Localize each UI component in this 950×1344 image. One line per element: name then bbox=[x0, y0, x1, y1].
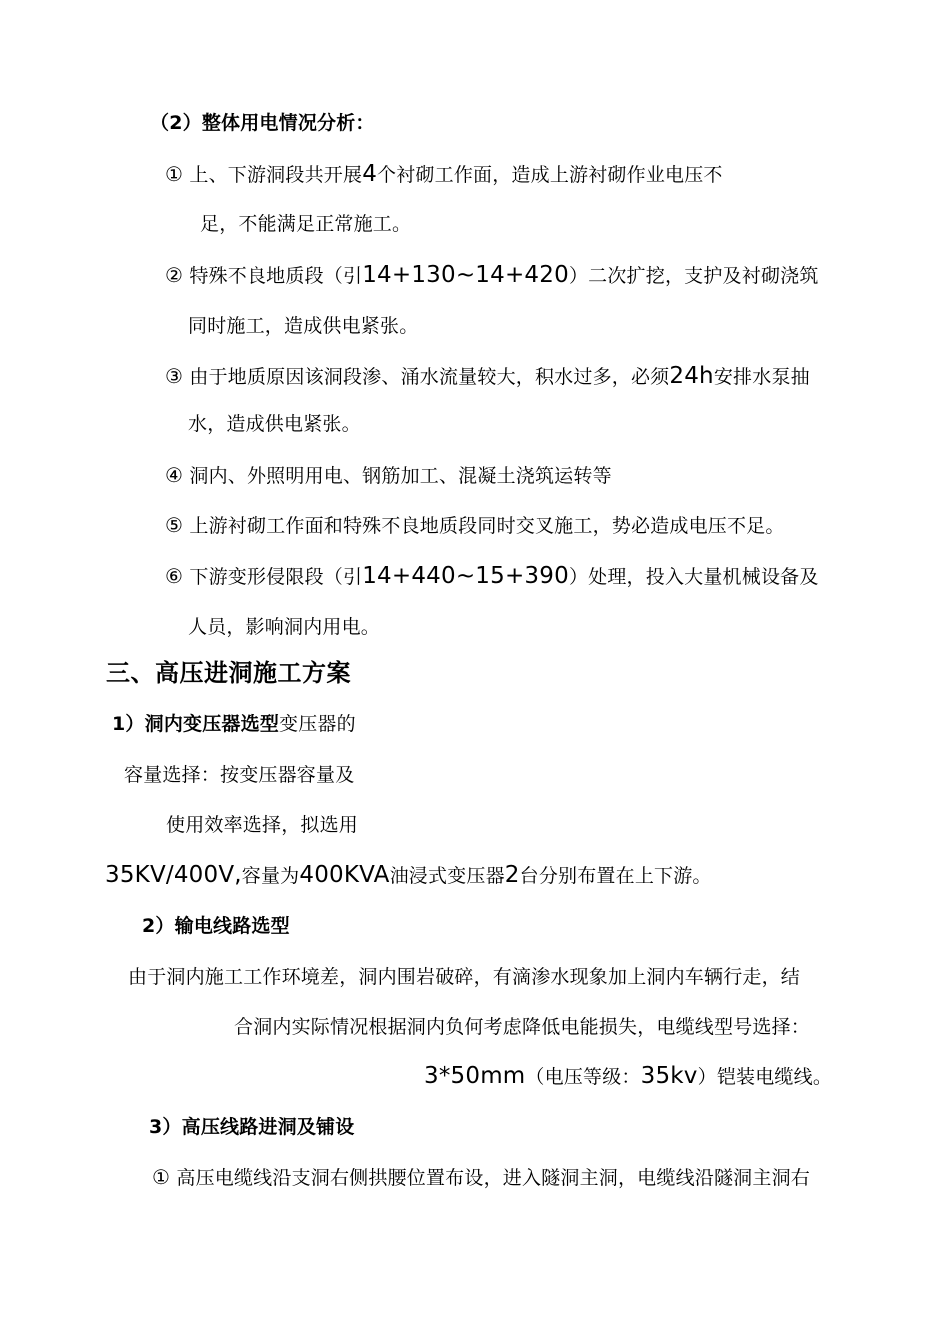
line-paragraph-3: 3*50mm（电压等级：35kv）铠装电缆线。 bbox=[424, 1063, 833, 1089]
item-marker: ⑥ bbox=[165, 564, 184, 588]
item-marker: ④ bbox=[165, 463, 184, 487]
analysis-item-3-cont: 水，造成供电紧张。 bbox=[188, 413, 361, 435]
routing-item-1: ① 高压电缆线沿支洞右侧拱腰位置布设，进入隧洞主洞，电缆线沿隧洞主洞右 bbox=[152, 1165, 810, 1189]
analysis-heading: （2）整体用电情况分析： bbox=[150, 112, 375, 134]
item-marker: ③ bbox=[165, 364, 184, 388]
analysis-item-5: ⑤ 上游衬砌工作面和特殊不良地质段同时交叉施工，势必造成电压不足。 bbox=[165, 513, 785, 537]
analysis-item-2-cont: 同时施工，造成供电紧张。 bbox=[188, 315, 419, 337]
transformer-line-4: 35KV/400V,容量为400KVA油浸式变压器2台分别布置在上下游。 bbox=[105, 862, 712, 888]
item-marker: ⑤ bbox=[165, 513, 184, 537]
routing-heading: 3）高压线路进洞及铺设 bbox=[149, 1116, 355, 1138]
analysis-item-6: ⑥ 下游变形侵限段（引14+440~15+390）处理，投入大量机械设备及 bbox=[165, 563, 819, 589]
item-marker: ① bbox=[165, 162, 184, 186]
analysis-item-1: ① 上、下游洞段共开展4个衬砌工作面，造成上游衬砌作业电压不 bbox=[165, 161, 723, 187]
analysis-item-1-cont: 足，不能满足正常施工。 bbox=[200, 213, 412, 235]
transformer-heading: 1）洞内变压器选型 bbox=[112, 713, 280, 735]
item-marker: ② bbox=[165, 263, 184, 287]
line-paragraph-2: 合洞内实际情况根据洞内负何考虑降低电能损失，电缆线型号选择： bbox=[234, 1016, 811, 1038]
line-heading: 2）输电线路选型 bbox=[142, 915, 290, 937]
transformer-paragraph: 1）洞内变压器选型变压器的 bbox=[112, 713, 356, 735]
analysis-item-2: ② 特殊不良地质段（引14+130~14+420）二次扩挖，支护及衬砌浇筑 bbox=[165, 262, 819, 288]
section-title: 三、高压进洞施工方案 bbox=[106, 659, 351, 687]
analysis-item-4: ④ 洞内、外照明用电、钢筋加工、混凝土浇筑运转等 bbox=[165, 463, 612, 487]
item-marker: ① bbox=[152, 1165, 171, 1189]
line-paragraph-1: 由于洞内施工工作环境差，洞内围岩破碎，有滴渗水现象加上洞内车辆行走，结 bbox=[128, 966, 801, 988]
transformer-line-2: 容量选择：按变压器容量及 bbox=[124, 764, 355, 786]
analysis-item-6-cont: 人员，影响洞内用电。 bbox=[188, 616, 381, 638]
transformer-line-3: 使用效率选择，拟选用 bbox=[166, 814, 359, 836]
analysis-item-3: ③ 由于地质原因该洞段渗、涌水流量较大，积水过多，必须24h安排水泵抽 bbox=[165, 363, 810, 389]
